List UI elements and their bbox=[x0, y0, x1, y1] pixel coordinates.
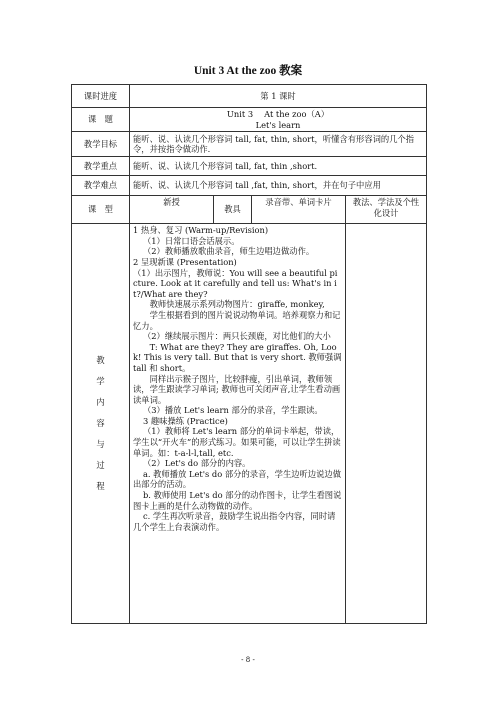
row-objective bbox=[72, 132, 427, 157]
progress-value: 第 1 课时 bbox=[130, 85, 427, 108]
row-topic bbox=[72, 108, 427, 132]
process-line: （2）教师播放歌曲录音，师生边唱边做动作。 bbox=[142, 246, 315, 257]
process-label-char: 过 bbox=[96, 460, 105, 471]
process-label bbox=[72, 224, 130, 624]
methods-label: 教法、学法及个性化设计 bbox=[346, 196, 427, 224]
process-line: （2）继续展示图片：两只长颈鹿，对比他们的大小 bbox=[142, 331, 331, 342]
process-line: 教师快速展示系列动物图片：giraffe, monkey, bbox=[149, 299, 325, 310]
process-line: T: What are they? They are giraffes. Oh, Look! This is very tall. But that is very short. 教师强调 tall 和 short。 bbox=[133, 341, 342, 373]
row-difficulty bbox=[72, 176, 427, 196]
document-title: Unit 3 At the zoo 教案 bbox=[193, 65, 303, 77]
progress-label: 课时进度 bbox=[72, 85, 130, 108]
type-label: 课 型 bbox=[72, 196, 130, 224]
process-line: 同样出示猴子图片，比较胖瘦，引出单词，教师领读，学生跟读学习单词; 教师也可关闭声音,让学生看动画读单词。 bbox=[133, 373, 341, 405]
process-content bbox=[130, 224, 346, 624]
process-line: （1）日常口语会话展示。 bbox=[142, 235, 240, 246]
process-label-char: 学 bbox=[96, 376, 105, 387]
topic-value bbox=[130, 108, 427, 132]
process-line: （2）Let's do 部分的内容。 bbox=[142, 458, 251, 469]
process-line: 学生根据看到的图片说说动物单词。培养观察力和记忆力。 bbox=[133, 309, 341, 331]
process-line: b. 教师使用 Let's do 部分的动作图卡，让学生看图说图卡上画的是什么动物做的动作。 bbox=[133, 490, 342, 511]
process-label-char: 容 bbox=[96, 418, 105, 429]
process-line: 2 呈现新课 (Presentation) bbox=[133, 256, 237, 267]
row-process bbox=[72, 224, 427, 624]
key-value: 能听、说、认读几个形容词 tall, fat, thin ,short. bbox=[130, 157, 427, 176]
aids-label: 教具 bbox=[214, 196, 252, 224]
difficulty-label: 教学难点 bbox=[72, 176, 130, 196]
methods-content bbox=[346, 224, 427, 624]
type-value: 新授 bbox=[130, 196, 214, 224]
row-type bbox=[72, 196, 427, 224]
process-line: （3）播放 Let's learn 部分的录音，学生跟读。 bbox=[142, 405, 323, 416]
objective-value: 能听、说、认读几个形容词 tall, fat, thin, short，听懂含有形容词的几个指令，并按指令做动作. bbox=[130, 132, 427, 157]
process-line: a. 教师播放 Let's do 部分的录音，学生边听边说边做出部分的活动。 bbox=[133, 468, 342, 490]
difficulty-value: 能听、说、认读几个形容词 tall ,fat, thin, short，并在句子中应用 bbox=[130, 176, 427, 196]
row-progress bbox=[72, 85, 427, 108]
lesson-plan-table bbox=[71, 84, 427, 624]
process-label-char: 内 bbox=[96, 397, 105, 408]
process-label-char: 程 bbox=[96, 481, 105, 492]
process-line: 3 趣味操练 (Practice) bbox=[142, 415, 228, 426]
process-line: （1）教师将 Let's learn 部分的单词卡举起，带读，学生以“开火车”的形式练习。如果可能，可以让学生拼读单词。如：t-a-l-l,tall, etc. bbox=[133, 426, 341, 458]
row-key bbox=[72, 157, 427, 176]
topic-line-2: Let's learn bbox=[255, 119, 301, 130]
process-line: c. 学生再次听录音，鼓励学生说出指令内容，同时请几个学生上台表演动作。 bbox=[133, 511, 336, 532]
aids-value: 录音带、单词卡片 bbox=[252, 196, 346, 224]
topic-line-1: Unit 3 At the zoo（A） bbox=[226, 109, 330, 119]
page-number: - 8 - bbox=[241, 656, 255, 664]
objective-label: 教学目标 bbox=[72, 132, 130, 157]
process-label-char: 教 bbox=[96, 355, 105, 366]
process-line: （1）出示图片，教师说：You will see a beautiful picture. Look at it carefully and tell us: What's in it?/What are they? bbox=[133, 267, 338, 299]
topic-label: 课 题 bbox=[72, 108, 130, 132]
key-label: 教学重点 bbox=[72, 157, 130, 176]
process-line: 1 热身、复习 (Warm-up/Revision) bbox=[133, 225, 269, 236]
process-label-char: 与 bbox=[96, 439, 105, 450]
